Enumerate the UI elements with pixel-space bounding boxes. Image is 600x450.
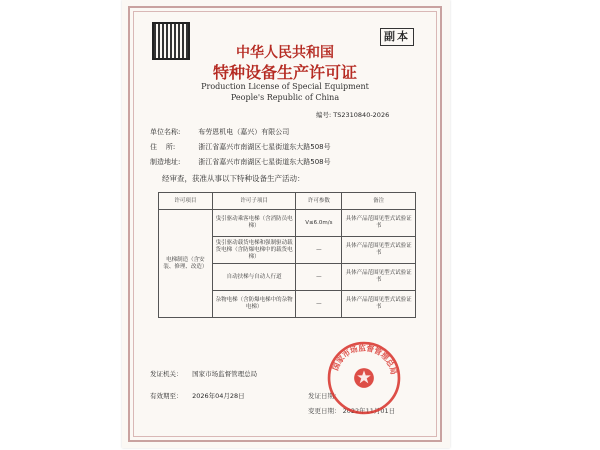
param-cell: — bbox=[296, 291, 342, 318]
title-en-line1: Production License of Special Equipment bbox=[201, 82, 369, 91]
cert-no-label: 编号: bbox=[316, 111, 332, 119]
unit-name-value: 布劳恩机电（嘉兴）有限公司 bbox=[198, 128, 290, 136]
title-cn-line2: 特种设备生产许可证 bbox=[212, 63, 357, 82]
issuer-label: 发证机关： bbox=[150, 370, 183, 378]
change-date-label: 变更日期： bbox=[308, 407, 341, 415]
col-header-subproject: 许可子项目 bbox=[212, 193, 296, 210]
subproject-cell: 曳引驱动载货电梯和强制驱动载货电梯（含防爆电梯中的载货电梯） bbox=[212, 237, 296, 264]
subproject-cell: 自动扶梯与自动人行道 bbox=[212, 264, 296, 291]
address-row bbox=[150, 142, 331, 152]
table-row bbox=[159, 210, 416, 237]
issue-date-label: 发证日期： bbox=[308, 392, 341, 400]
mfg-address-row bbox=[150, 157, 331, 167]
validity-label: 有效期至： bbox=[150, 392, 183, 400]
issuer-row bbox=[150, 369, 257, 378]
note-cell: 具体产品范围见型式试验证书 bbox=[342, 237, 416, 264]
intro-text: 经审查，获准从事以下特种设备生产活动： bbox=[162, 174, 305, 183]
official-seal bbox=[326, 340, 402, 416]
title-cn-line1: 中华人民共和国 bbox=[236, 45, 334, 61]
note-cell: 具体产品范围见型式试验证书 bbox=[342, 210, 416, 237]
param-cell: V≤6.0m/s bbox=[296, 210, 342, 237]
cert-no-value: TS2310840-2026 bbox=[333, 111, 390, 119]
change-date-value: 2022年11月01日 bbox=[342, 407, 396, 415]
address-label: 住 所: bbox=[150, 143, 176, 151]
seal-emblem-icon bbox=[354, 368, 374, 388]
validity-row bbox=[150, 391, 245, 400]
subproject-cell: 曳引驱动乘客电梯（含消防员电梯） bbox=[212, 210, 296, 237]
seal-text: 国家市场监督管理总局 bbox=[330, 343, 399, 376]
issuer-value: 国家市场监督管理总局 bbox=[192, 370, 258, 378]
certificate-number bbox=[316, 110, 389, 119]
param-cell: — bbox=[296, 237, 342, 264]
unit-name-label: 单位名称: bbox=[150, 128, 181, 136]
title-en-line2: People's Republic of China bbox=[230, 93, 340, 102]
col-header-note: 备注 bbox=[342, 193, 416, 210]
project-cell: 电梯制造（含安装、修理、改造） bbox=[159, 210, 213, 318]
col-header-param: 许可参数 bbox=[296, 193, 342, 210]
mfg-address-value: 浙江省嘉兴市南湖区七星街道东大路508号 bbox=[198, 158, 331, 166]
col-header-project: 许可项目 bbox=[159, 193, 213, 210]
address-value: 浙江省嘉兴市南湖区七星街道东大路508号 bbox=[198, 143, 331, 151]
validity-value: 2026年04月28日 bbox=[192, 392, 245, 400]
unit-name-row bbox=[150, 127, 289, 137]
mfg-address-label: 制造地址: bbox=[150, 158, 181, 166]
table-header-row bbox=[159, 193, 416, 210]
subproject-cell: 杂物电梯（含防爆电梯中的杂物电梯） bbox=[212, 291, 296, 318]
note-cell: 具体产品范围见型式试验证书 bbox=[342, 264, 416, 291]
duplicate-badge: 副本 bbox=[380, 28, 414, 46]
param-cell: — bbox=[296, 264, 342, 291]
note-cell: 具体产品范围见型式试验证书 bbox=[342, 291, 416, 318]
license-scope-table bbox=[158, 192, 416, 318]
